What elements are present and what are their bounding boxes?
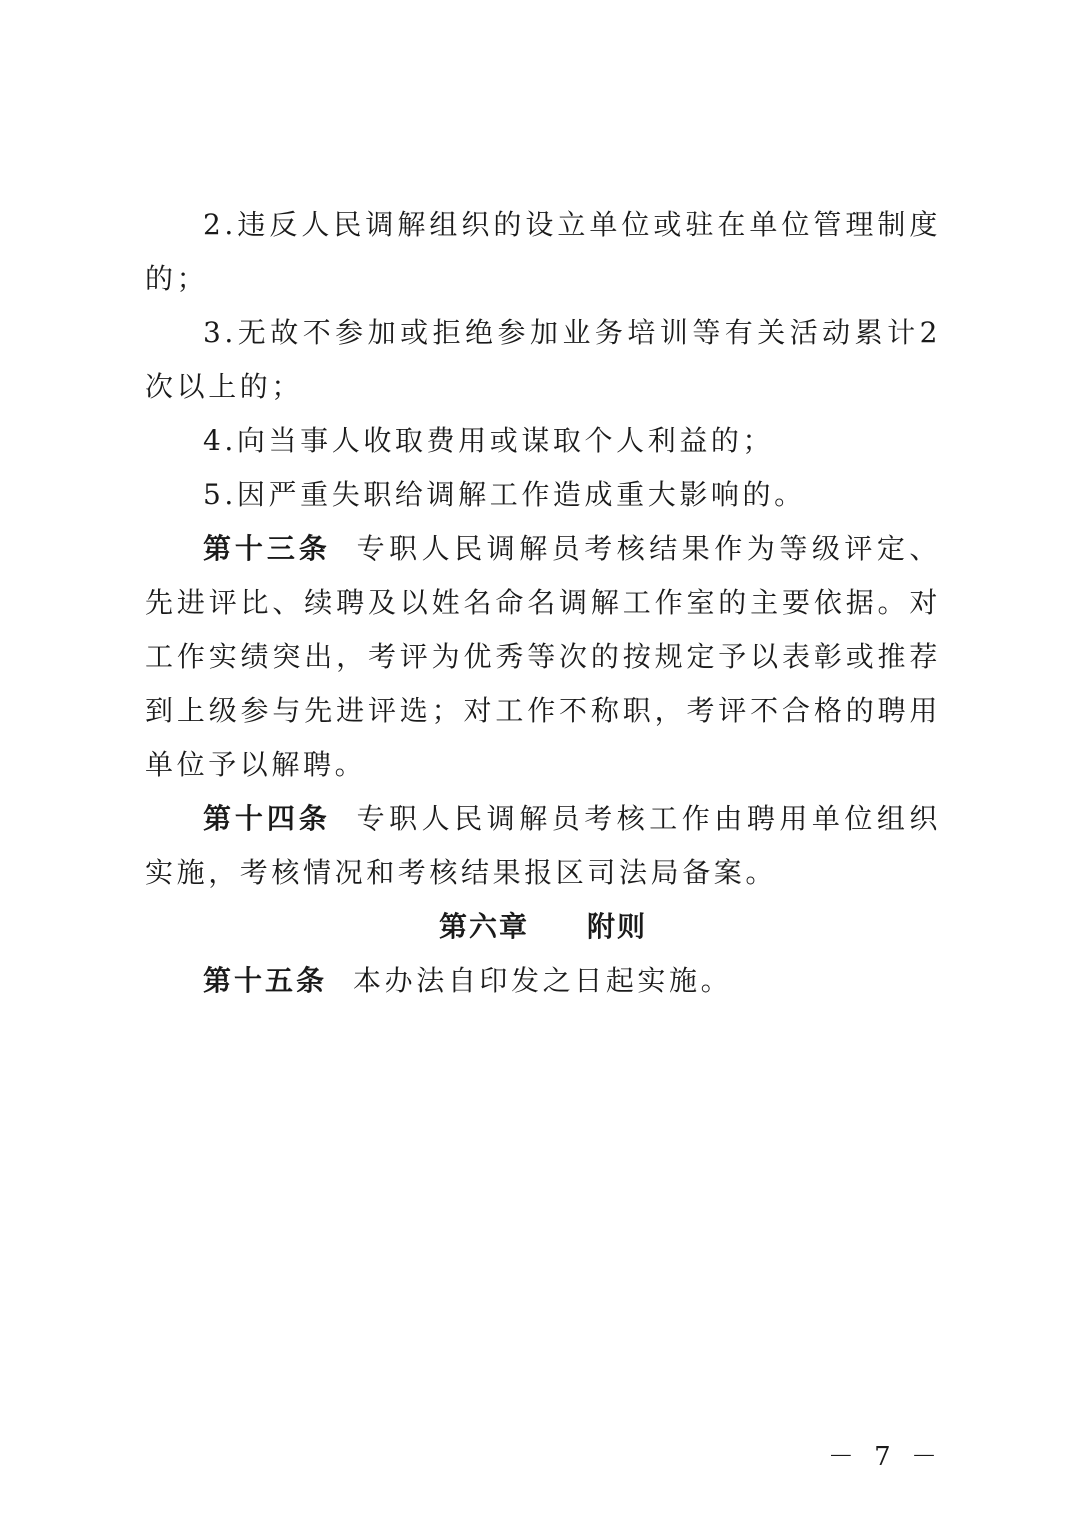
article-15-text: 本办法自印发之日起实施。 bbox=[353, 964, 733, 997]
article-15-label: 第十五条 bbox=[203, 964, 328, 997]
list-item-4: 4.向当事人收取费用或谋取个人利益的； bbox=[203, 424, 775, 457]
article-13-label: 第十三条 bbox=[203, 532, 331, 565]
document-body bbox=[145, 198, 941, 1008]
article-15 bbox=[145, 954, 941, 1008]
article-13-text: 专职人民调解员考核结果作为等级评定、先进评比、续聘及以姓名命名调解工作室的主要依据。对工作实绩突出，考评为优秀等次的按规定予以表彰或推荐到上级参与先进评选；对工作不称职，考评不合格的聘用单位予以解聘。 bbox=[145, 532, 941, 781]
article-14-text: 专职人民调解员考核工作由聘用单位组织实施，考核情况和考核结果报区司法局备案。 bbox=[145, 802, 941, 889]
article-14 bbox=[145, 792, 941, 900]
chapter-number: 第六章 bbox=[438, 910, 529, 943]
article-14-label: 第十四条 bbox=[203, 802, 331, 835]
list-item-3: 3.无故不参加或拒绝参加业务培训等有关活动累计2次以上的； bbox=[145, 316, 941, 403]
chapter-heading bbox=[145, 900, 941, 954]
list-item-5: 5.因严重失职给调解工作造成重大影响的。 bbox=[203, 478, 806, 511]
list-item-2: 2.违反人民调解组织的设立单位或驻在单位管理制度的； bbox=[145, 208, 941, 295]
article-13 bbox=[145, 522, 941, 792]
chapter-title: 附则 bbox=[587, 910, 648, 943]
page-number: － 7 － bbox=[827, 1442, 943, 1472]
